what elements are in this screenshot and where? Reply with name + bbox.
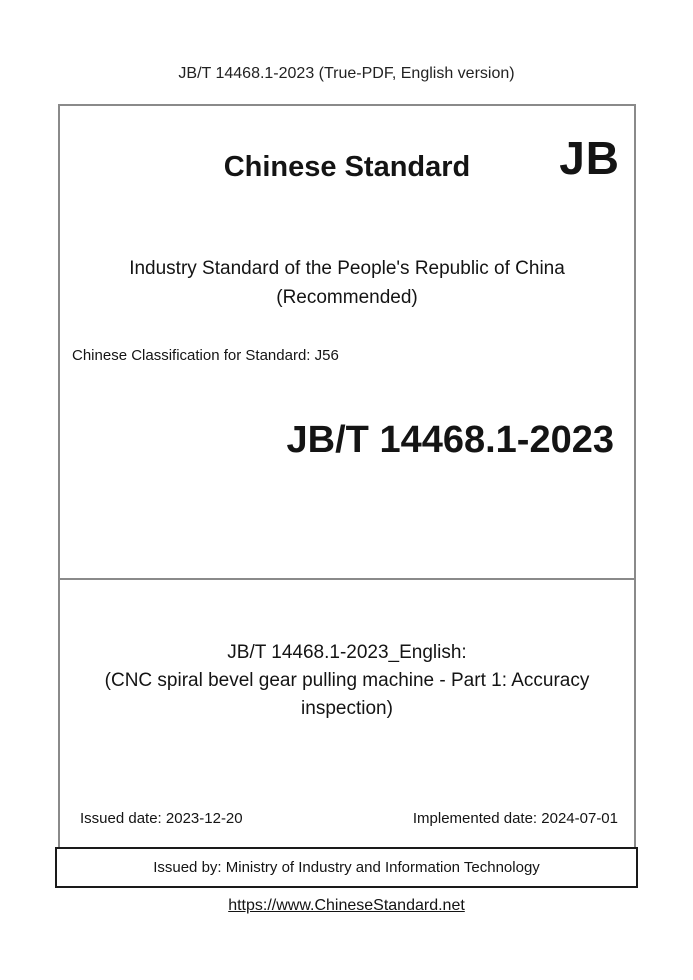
- english-title-line-3: inspection): [301, 698, 393, 719]
- page-header-title: JB/T 14468.1-2023 (True-PDF, English version): [178, 65, 515, 82]
- english-title-line-2: (CNC spiral bevel gear pulling machine - Part 1: Accuracy: [104, 670, 590, 691]
- classification-note: Chinese Classification for Standard: J56: [72, 347, 339, 364]
- cover-bottom-section: [60, 580, 634, 847]
- issued-by-strip: [55, 847, 638, 888]
- brand-code: JB: [559, 132, 620, 184]
- standard-number: JB/T 14468.1-2023: [286, 419, 614, 461]
- standard-type-line-1: Industry Standard of the People's Republic of China: [129, 258, 565, 279]
- implemented-date-text: Implemented date: 2024-07-01: [412, 810, 618, 827]
- issued-date-text: Issued date: 2023-12-20: [80, 810, 243, 827]
- issued-by-text: Issued by: Ministry of Industry and Information Technology: [153, 859, 540, 876]
- standard-type-block: [60, 254, 634, 312]
- cover-box: [58, 104, 636, 849]
- brand-title: Chinese Standard: [223, 151, 471, 183]
- footer: [0, 895, 693, 917]
- cover-top-section: [60, 106, 634, 580]
- english-title-block: [60, 639, 634, 723]
- dates-row: [80, 808, 618, 830]
- standard-type-line-2: (Recommended): [276, 287, 418, 308]
- chinesestandard-link[interactable]: https://www.ChineseStandard.net: [228, 897, 465, 914]
- english-title-line-1: JB/T 14468.1-2023_English:: [227, 642, 467, 663]
